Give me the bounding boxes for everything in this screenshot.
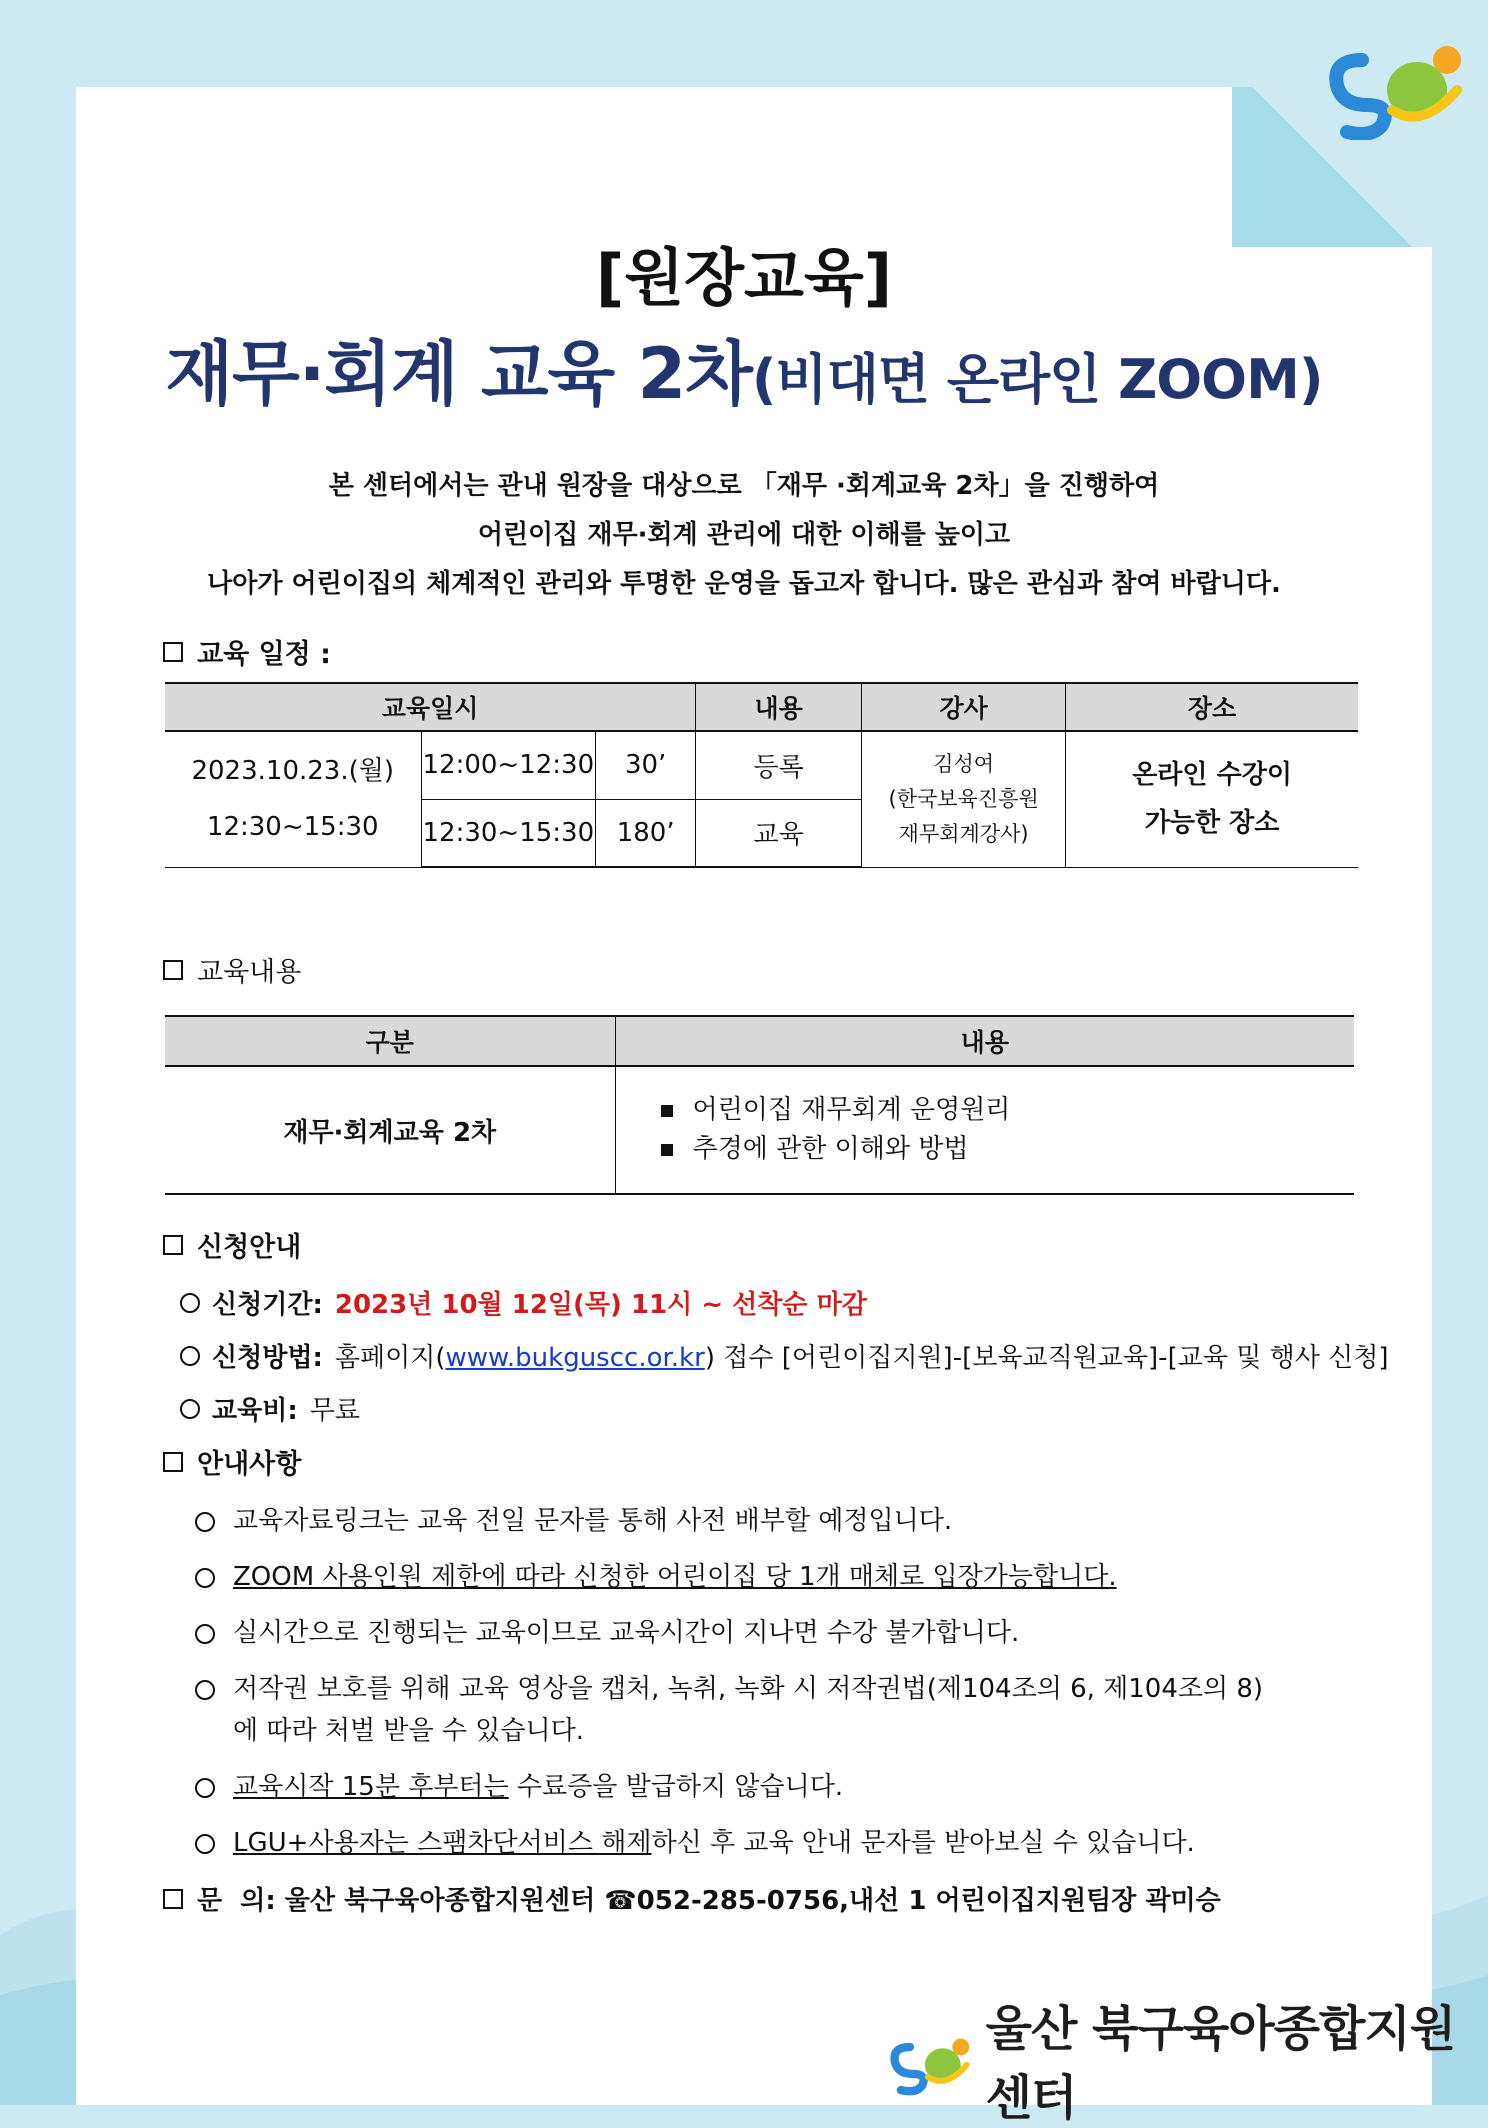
detail-cell bbox=[615, 1066, 1354, 1194]
list-item: 추경에 관한 이해와 방법 bbox=[661, 1130, 1354, 1169]
footer-logo bbox=[886, 1990, 1488, 2128]
header-detail: 내용 bbox=[615, 1016, 1354, 1066]
circle-bullet-icon bbox=[180, 1293, 200, 1313]
header-content: 내용 bbox=[696, 683, 862, 731]
duration-cell: 180’ bbox=[596, 799, 696, 867]
square-bullet-icon bbox=[661, 1144, 673, 1156]
center-logo-icon bbox=[1322, 20, 1472, 140]
schedule-heading: 교육 일정 : bbox=[163, 632, 331, 671]
intro-line: 어린이집 재무·회계 관리에 대한 이해를 높이고 bbox=[477, 520, 1011, 550]
subtitle-main: 재무·회계 교육 2차 bbox=[165, 333, 752, 415]
intro-line: 나아가 어린이집의 체계적인 관리와 투명한 운영을 돕고자 합니다. 많은 관심과 참여 바랍니다. bbox=[207, 569, 1281, 599]
list-item: 실시간으로 진행되는 교육이므로 교육시간이 지나면 수강 불가합니다. bbox=[195, 1612, 1019, 1654]
square-bullet-icon bbox=[163, 642, 183, 662]
circle-bullet-icon bbox=[180, 1346, 200, 1366]
list-item: 어린이집 재무회계 운영원리 bbox=[661, 1091, 1354, 1130]
list-item: 저작권 보호를 위해 교육 영상을 캡처, 녹취, 녹화 시 저작권법(제104조의 6, 제104조의 8) 에 따라 처벌 받을 수 있습니다. bbox=[195, 1668, 1263, 1752]
square-bullet-icon bbox=[163, 960, 183, 980]
square-bullet-icon bbox=[163, 1235, 183, 1255]
content-heading: 교육내용 bbox=[163, 950, 301, 989]
schedule-table bbox=[165, 682, 1358, 868]
header-place: 장소 bbox=[1066, 683, 1358, 731]
content-cell: 교육 bbox=[696, 799, 862, 867]
page-subtitle bbox=[0, 318, 1488, 419]
intro-text bbox=[0, 462, 1488, 609]
header-category: 구분 bbox=[165, 1016, 615, 1066]
homepage-link[interactable]: www.bukguscc.or.kr bbox=[445, 1343, 705, 1373]
notice-heading: 안내사항 bbox=[163, 1442, 301, 1481]
category-cell: 재무·회계교육 2차 bbox=[165, 1066, 615, 1194]
content-cell: 등록 bbox=[696, 731, 862, 799]
circle-bullet-icon bbox=[195, 1624, 215, 1644]
list-item: LGU+사용자는 스팸차단서비스 해제하신 후 교육 안내 문자를 받아보실 수 있습니다. bbox=[195, 1822, 1195, 1864]
subtitle-paren: (비대면 온라인 ZOOM) bbox=[751, 348, 1323, 411]
circle-bullet-icon bbox=[195, 1778, 215, 1798]
header-lecturer: 강사 bbox=[862, 683, 1066, 731]
list-item: 교육자료링크는 교육 전일 문자를 통해 사전 배부할 예정입니다. bbox=[195, 1500, 952, 1542]
contact-info: 문 의: 울산 북구육아종합지원센터 ☎052-285-0756,내선 1 어린이집지원팀장 곽미승 bbox=[163, 1880, 1221, 1917]
circle-bullet-icon bbox=[180, 1399, 200, 1419]
place-cell: 온라인 수강이 가능한 장소 bbox=[1066, 731, 1358, 867]
square-bullet-icon bbox=[163, 1889, 183, 1909]
lecturer-cell: 김성여 (한국보육진흥원 재무회계강사) bbox=[862, 731, 1066, 867]
time-cell: 12:30~15:30 bbox=[421, 799, 596, 867]
content-table bbox=[165, 1015, 1354, 1195]
apply-period: 신청기간: 2023년 10월 12일(목) 11시 ~ 선착순 마감 bbox=[180, 1284, 867, 1321]
apply-method: 신청방법: 홈페이지(www.bukguscc.or.kr) 접수 [어린이집지원]-[보육교직원교육]-[교육 및 행사 신청] bbox=[180, 1337, 1388, 1374]
circle-bullet-icon bbox=[195, 1834, 215, 1854]
apply-heading: 신청안내 bbox=[163, 1225, 301, 1264]
intro-line: 본 센터에서는 관내 원장을 대상으로 「재무 ·회계교육 2차」을 진행하여 bbox=[328, 471, 1160, 501]
date-cell: 2023.10.23.(월) 12:30~15:30 bbox=[165, 731, 421, 867]
square-bullet-icon bbox=[163, 1452, 183, 1472]
circle-bullet-icon bbox=[195, 1568, 215, 1588]
apply-fee: 교육비: 무료 bbox=[180, 1390, 360, 1427]
circle-bullet-icon bbox=[195, 1512, 215, 1532]
list-item: ZOOM 사용인원 제한에 따라 신청한 어린이집 당 1개 매체로 입장가능합니다. bbox=[195, 1556, 1117, 1598]
header-datetime: 교육일시 bbox=[165, 683, 696, 731]
circle-bullet-icon bbox=[195, 1680, 215, 1700]
time-cell: 12:00~12:30 bbox=[421, 731, 596, 799]
center-logo-icon bbox=[886, 2019, 976, 2099]
list-item: 교육시작 15분 후부터는 수료증을 발급하지 않습니다. bbox=[195, 1766, 843, 1808]
footer-center-name: 울산 북구육아종합지원센터 bbox=[985, 2001, 1456, 2126]
page-title: [원장교육] bbox=[595, 241, 893, 314]
square-bullet-icon bbox=[661, 1105, 673, 1117]
duration-cell: 30’ bbox=[596, 731, 696, 799]
